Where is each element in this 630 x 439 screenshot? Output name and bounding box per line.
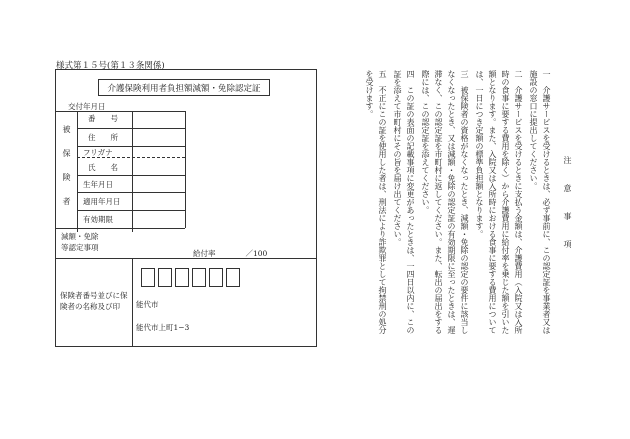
note-item: 五 不正にこの証を使用した者は、刑法により詐欺罪として拘禁刑の処分を受けます。 xyxy=(365,70,387,334)
furigana-label: フリガナ xyxy=(83,148,113,157)
reduction-items-label: 減額・免除 等認定事項 xyxy=(61,232,99,252)
insurer-name: 能代市 xyxy=(136,300,159,309)
row-divider xyxy=(77,175,185,176)
valid-until-label: 有効期限 xyxy=(83,215,113,224)
row-divider xyxy=(77,210,185,211)
note-item: 一 介護サービスを受けるときは、必ず事前に、この認定証を事業者又は施設の窓口に提出してください。 xyxy=(529,70,551,334)
insured-person-label: 被保険者 xyxy=(62,125,71,221)
certificate-title: 介護保険利用者負担額減額・免除認定証 xyxy=(98,79,270,96)
applicable-date-label: 適用年月日 xyxy=(83,197,121,206)
insurer-label: 保険者番号並びに保険者の名称及び印 xyxy=(60,291,128,311)
row-divider xyxy=(77,128,185,129)
payment-rate: 給付率 ／100 xyxy=(193,249,268,258)
row-divider xyxy=(56,111,185,112)
name-label: 氏 名 xyxy=(88,163,118,172)
column-divider xyxy=(132,258,133,346)
notes-title: 注 意 事 項 xyxy=(563,156,572,254)
insurer-address: 能代市上町1−3 xyxy=(136,323,190,332)
digit-box xyxy=(209,268,223,287)
digit-box xyxy=(141,268,155,287)
form-number: 様式第１５号(第１３条関係) xyxy=(56,61,165,71)
digit-box xyxy=(192,268,206,287)
birthdate-label: 生年月日 xyxy=(83,180,113,189)
row-divider xyxy=(56,258,316,259)
column-divider xyxy=(77,111,78,232)
note-item: 四 この証の表面の記載事項に変更があったときは、一四日以内に、この証を添えて市町村にその旨を届け出てください。 xyxy=(393,70,415,334)
row-divider xyxy=(77,192,185,193)
note-item: 三 被保険者の資格がなくなったとき、減額・免除の認定の要件に該当しなくなったとき、又は減額・免除の認定証の有効期限に至ったときは、遅滞なく、この認定証を市町村に返してください。また、転出の届出をする際には、この認定証を添えてください。 xyxy=(421,70,469,334)
digit-box xyxy=(175,268,189,287)
insurer-number-boxes xyxy=(141,268,243,287)
notes-section xyxy=(334,70,574,340)
note-item: 二 介護サービスを受けるときに支払う金額は、介護費用（入院又は入所時の食事に要する費用を除く）から介護費用に給付率を乗じた額を引いた額となります。また、入院又は入所時における食事に要する費用については、一日につき定額の標準負担額となります。 xyxy=(475,70,523,334)
issue-date-label: 交付年月日 xyxy=(68,102,106,111)
digit-box xyxy=(226,268,240,287)
certificate-card xyxy=(55,69,317,347)
column-divider xyxy=(132,111,133,232)
column-divider xyxy=(185,111,186,228)
digit-box xyxy=(158,268,172,287)
number-label: 番 号 xyxy=(88,114,118,123)
address-label: 住 所 xyxy=(88,133,118,142)
row-divider xyxy=(56,228,185,229)
